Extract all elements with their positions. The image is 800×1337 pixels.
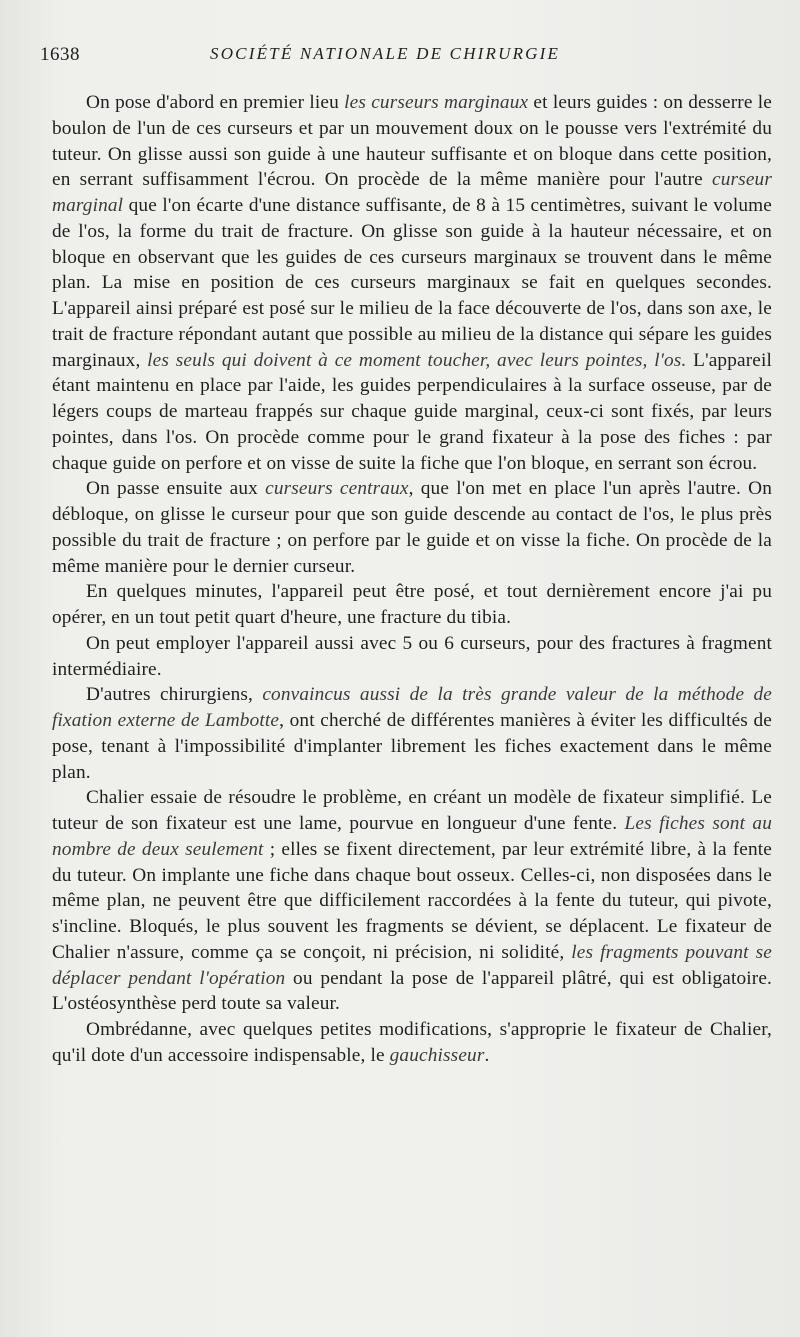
body-text <box>52 90 772 1069</box>
text-run: . <box>484 1044 490 1066</box>
italic-run: les fragments pouvant se déplacer pendant l'opération <box>52 941 772 989</box>
paragraph <box>52 631 772 683</box>
page-header <box>40 40 772 70</box>
italic-run: curseur marginal <box>52 169 772 216</box>
paragraph <box>52 682 772 785</box>
paragraph <box>52 785 772 1017</box>
italic-run: curseurs centraux <box>265 478 409 500</box>
paragraph <box>52 90 772 476</box>
italic-run: gauchisseur <box>389 1044 485 1066</box>
italic-run: les seuls qui doivent à ce moment toucher, avec leurs pointes, l'os. <box>147 349 687 371</box>
text-run: L'appareil étant maintenu en place par l'aide, les guides perpendiculaires à la surface osseuse, par de légers coups de marteau frappés sur chaque guide marginal, ceux-ci sont fixés, par leurs pointes, dans l'os. On procède comme pour le grand fixateur à la pose des fiches : par chaque guide on perfore et on visse de suite la fiche que l'on bloque, en serrant son écrou. <box>52 349 772 474</box>
text-run: et leurs guides : on desserre le boulon de l'un de ces curseurs et par un mouvement doux on le pousse vers l'extrémité du tuteur. On glisse aussi son guide à une hauteur suffisante et on bloque dans cette position, en serrant suffisamment l'écrou. On procède de la même manière pour l'autre <box>52 92 772 191</box>
paragraph <box>52 476 772 579</box>
paragraph <box>52 1017 772 1069</box>
paragraph <box>52 579 772 631</box>
text-run: On pose d'abord en premier lieu <box>86 92 345 113</box>
italic-run: Les fiches sont au nombre de deux seulement <box>52 813 772 860</box>
text-run: ; elles se fixent directement, par leur extrémité libre, à la fente du tuteur. On implante une fiche dans chaque bout osseux. Celles-ci, non disposées dans le même plan, ne peuvent être que difficilement raccordées à la fente du tuteur, qui pivote, s'incline. Bloqués, le plus souvent les fragments se dévient, se déplacent. Le fixateur de Chalier n'assure, comme ça se conçoit, ni précision, ni solidité, <box>52 838 772 963</box>
text-run: , que l'on met en place l'un après l'autre. On débloque, on glisse le curseur pour que son guide descende au contact de l'os, le plus près possible du trait de fracture ; on perfore par le guide et on visse la fiche. On procède de la même manière pour le dernier curseur. <box>52 478 772 577</box>
text-run: , ont cherché de différentes manières à éviter les difficultés de pose, tenant à l'impossibilité d'implanter librement les fiches exactement dans le même plan. <box>52 710 772 783</box>
italic-run: les curseurs marginaux <box>344 92 529 113</box>
text-run: Ombrédanne, avec quelques petites modifications, s'approprie le fixateur de Chalier, qu'il dote d'un accessoire indispensable, le <box>52 1019 772 1066</box>
page-number: 1638 <box>40 44 80 65</box>
running-title: SOCIÉTÉ NATIONALE DE CHIRURGIE <box>210 44 561 63</box>
text-run: On passe ensuite aux <box>86 478 266 500</box>
italic-run: convaincus aussi de la très grande valeur de la méthode de fixation externe de Lambotte <box>52 684 772 731</box>
text-run: En quelques minutes, l'appareil peut être posé, et tout dernièrement encore j'ai pu opérer, en un tout petit quart d'heure, une fracture du tibia. <box>52 581 772 628</box>
text-run: que l'on écarte d'une distance suffisante, de 8 à 15 centimètres, suivant le volume de l'os, la forme du trait de fracture. On glisse son guide à la hauteur nécessaire, et on bloque en observant que les guides de ces curseurs marginaux se trouvent dans le même plan. La mise en position de ces curseurs marginaux se fait en quelques secondes. L'appareil ainsi préparé est posé sur le milieu de la face découverte de l'os, dans son axe, le trait de fracture répondant autant que possible au milieu de la distance qui sépare les guides marginaux, <box>52 195 772 371</box>
text-run: D'autres chirurgiens, <box>86 684 263 706</box>
text-run: ou pendant la pose de l'appareil plâtré, qui est obligatoire. L'ostéosynthèse perd toute sa valeur. <box>52 967 772 1015</box>
text-run: On peut employer l'appareil aussi avec 5 ou 6 curseurs, pour des fractures à fragment intermédiaire. <box>52 632 772 680</box>
text-run: Chalier essaie de résoudre le problème, en créant un modèle de fixateur simplifié. Le tuteur de son fixateur est une lame, pourvue en longueur d'une fente. <box>52 787 772 834</box>
